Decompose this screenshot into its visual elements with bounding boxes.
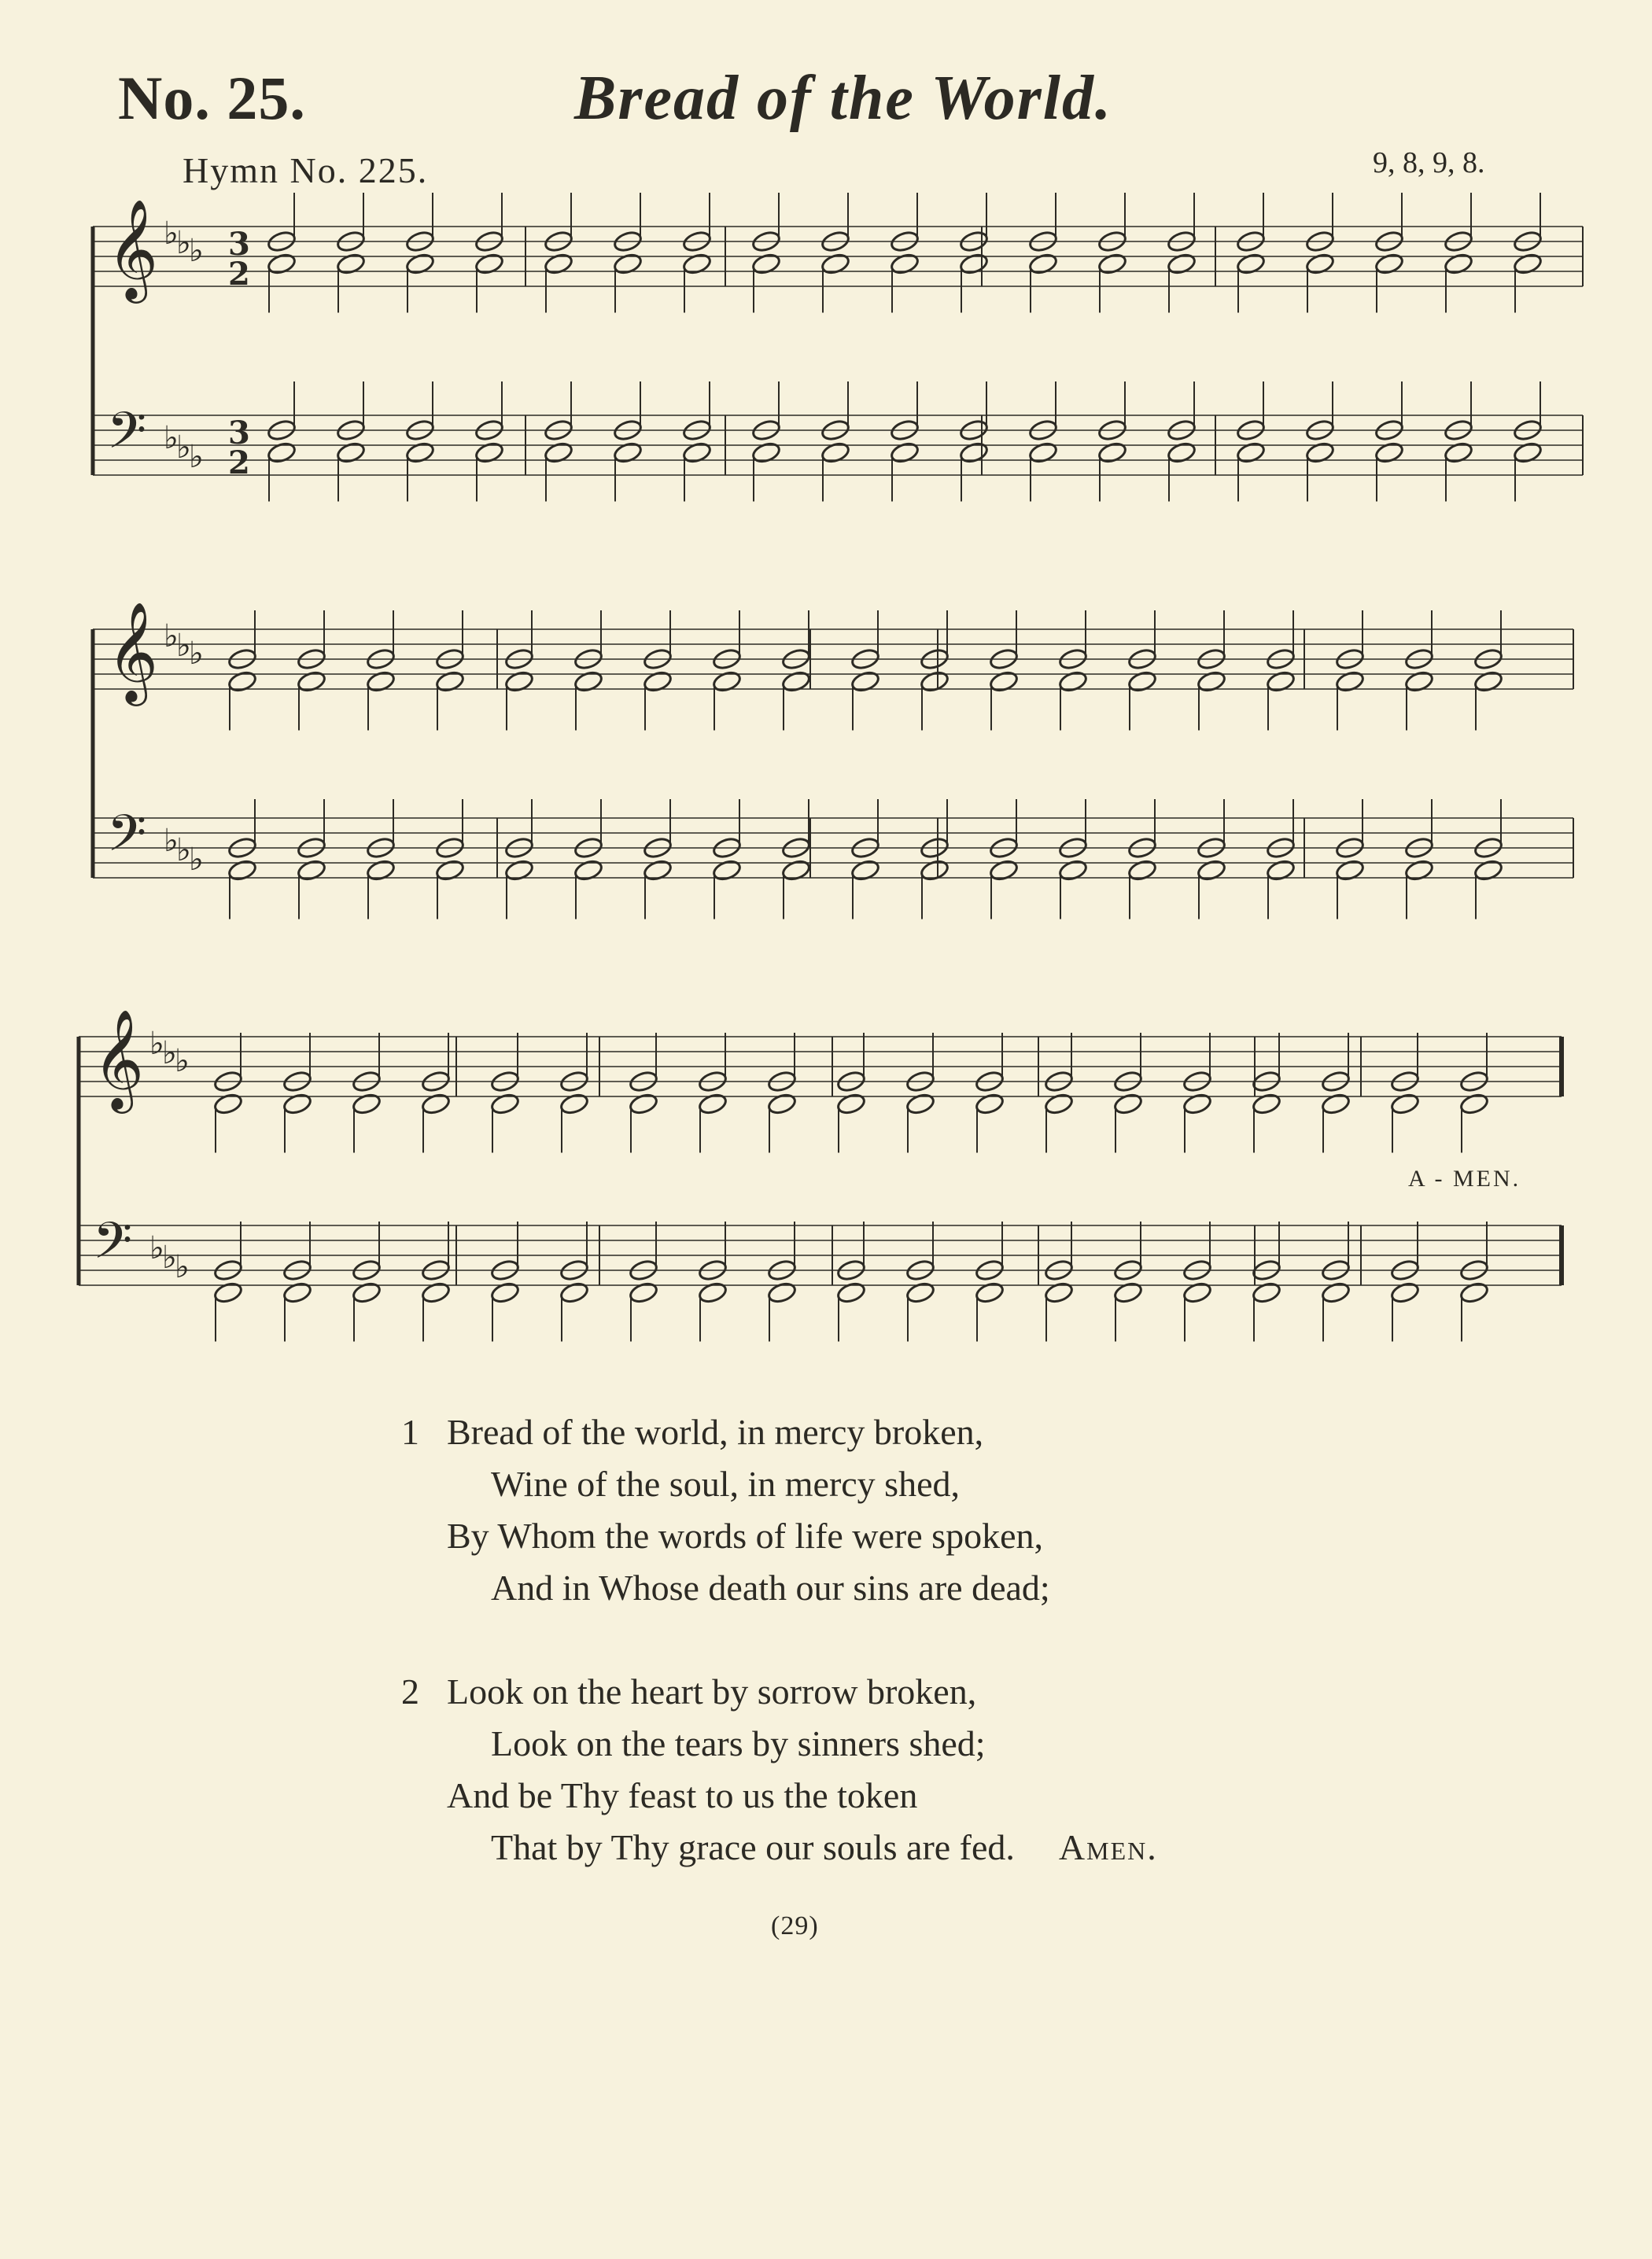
notehead (1390, 1092, 1421, 1115)
verse-line (401, 1822, 1158, 1874)
notehead (767, 1092, 798, 1115)
notehead (1390, 1281, 1421, 1304)
verse-2 (401, 1666, 1158, 1874)
notehead (474, 252, 505, 275)
notehead (1374, 252, 1405, 275)
notehead (920, 669, 950, 693)
notehead (405, 252, 436, 275)
notehead (613, 440, 643, 464)
notehead (297, 858, 327, 882)
notehead (366, 858, 396, 882)
notehead (573, 858, 604, 882)
flat-icon: ♭ (162, 1035, 177, 1071)
notehead (959, 252, 990, 275)
notehead (781, 858, 812, 882)
verse-line: By Whom the words of life were spoken, (447, 1516, 1043, 1556)
treble-clef-icon: 𝄞 (107, 601, 159, 702)
notehead (890, 440, 920, 464)
notehead (1459, 1281, 1490, 1304)
flat-icon: ♭ (176, 832, 191, 868)
notehead (836, 1281, 867, 1304)
notehead (421, 1092, 452, 1115)
notehead (643, 858, 673, 882)
flat-icon: ♭ (189, 636, 204, 672)
notehead (1335, 669, 1366, 693)
flat-icon: ♭ (176, 628, 191, 664)
notehead (559, 1092, 590, 1115)
notehead (490, 1281, 521, 1304)
notehead (959, 440, 990, 464)
notehead (1044, 1092, 1075, 1115)
notehead (712, 858, 743, 882)
time-signature-bottom: 2 (228, 256, 250, 293)
notehead (682, 252, 713, 275)
notehead (1335, 858, 1366, 882)
notehead (1236, 252, 1267, 275)
notehead (1182, 1092, 1213, 1115)
flat-icon: ♭ (164, 216, 179, 252)
flat-icon: ♭ (176, 225, 191, 261)
notehead (850, 858, 881, 882)
notehead (1097, 440, 1128, 464)
notehead (490, 1092, 521, 1115)
notehead (1113, 1281, 1144, 1304)
notehead (989, 858, 1020, 882)
notehead (1044, 1281, 1075, 1304)
notehead (1252, 1281, 1282, 1304)
notehead (1321, 1092, 1351, 1115)
flat-icon: ♭ (175, 1043, 190, 1079)
notehead (1058, 669, 1089, 693)
notehead (504, 669, 535, 693)
notehead (751, 252, 782, 275)
notehead (336, 252, 367, 275)
flat-icon: ♭ (164, 618, 179, 654)
notehead (1028, 440, 1059, 464)
bass-clef-icon: 𝄢 (93, 1212, 133, 1283)
flat-icon: ♭ (149, 1026, 164, 1062)
notehead (836, 1092, 867, 1115)
treble-clef-icon: 𝄞 (93, 1008, 145, 1109)
notehead (336, 440, 367, 464)
notehead (435, 669, 466, 693)
notehead (435, 858, 466, 882)
notehead (1305, 440, 1336, 464)
verses (401, 1406, 1158, 1925)
notehead (1404, 669, 1435, 693)
notehead (1127, 669, 1158, 693)
notehead (1127, 858, 1158, 882)
treble-clef-icon: 𝄞 (107, 198, 159, 299)
verse-line: Look on the tears by sinners shed; (491, 1723, 986, 1763)
flat-icon: ♭ (176, 429, 191, 466)
notehead (1097, 252, 1128, 275)
notehead (1028, 252, 1059, 275)
bass-clef-icon: 𝄢 (107, 805, 147, 875)
notehead (820, 440, 851, 464)
flat-icon: ♭ (164, 420, 179, 456)
time-signature-top: 3 (228, 415, 250, 451)
notehead (1473, 858, 1504, 882)
notehead (1305, 252, 1336, 275)
notehead (1404, 858, 1435, 882)
notehead (227, 858, 258, 882)
notehead (421, 1281, 452, 1304)
notehead (1197, 669, 1227, 693)
notehead (1444, 440, 1474, 464)
notehead (920, 858, 950, 882)
notehead (227, 669, 258, 693)
notehead (850, 669, 881, 693)
notehead (643, 669, 673, 693)
amen-lyric: A - MEN. (1408, 1166, 1521, 1192)
notehead (975, 1281, 1005, 1304)
flat-icon: ♭ (189, 233, 204, 269)
notehead (989, 669, 1020, 693)
notehead (613, 252, 643, 275)
notehead (405, 440, 436, 464)
notehead (282, 1092, 313, 1115)
notehead (573, 669, 604, 693)
notehead (1513, 252, 1543, 275)
verse-line: And in Whose death our sins are dead; (491, 1568, 1050, 1608)
notehead (1182, 1281, 1213, 1304)
meter: 9, 8, 9, 8. (1373, 146, 1485, 179)
notehead (1473, 669, 1504, 693)
notehead (1113, 1092, 1144, 1115)
notehead (1197, 858, 1227, 882)
notehead (1513, 440, 1543, 464)
notehead (352, 1092, 382, 1115)
hymn-title: Bread of the World. (574, 64, 1112, 133)
flat-icon: ♭ (149, 1230, 164, 1266)
notehead (751, 440, 782, 464)
time-signature-top: 3 (228, 226, 250, 263)
notehead (504, 858, 535, 882)
flat-icon: ♭ (189, 439, 204, 475)
notehead (698, 1281, 728, 1304)
notehead (712, 669, 743, 693)
notehead (366, 669, 396, 693)
verse-line: Wine of the soul, in mercy shed, (491, 1464, 961, 1504)
notehead (474, 440, 505, 464)
notehead (282, 1281, 313, 1304)
notehead (213, 1092, 244, 1115)
notehead (1167, 440, 1197, 464)
notehead (1444, 252, 1474, 275)
notehead (781, 669, 812, 693)
notehead (629, 1281, 659, 1304)
notehead (1236, 440, 1267, 464)
notehead (544, 252, 574, 275)
hymn-reference: Hymn No. 225. (183, 150, 429, 190)
verse-line: Look on the heart by sorrow broken, (447, 1671, 977, 1712)
flat-icon: ♭ (164, 823, 179, 859)
notehead (629, 1092, 659, 1115)
notehead (544, 440, 574, 464)
notehead (1266, 858, 1296, 882)
notehead (975, 1092, 1005, 1115)
notehead (1321, 1281, 1351, 1304)
page-number: (29) (771, 1911, 819, 1940)
notehead (698, 1092, 728, 1115)
notehead (905, 1281, 936, 1304)
hymn-number: No. 25. (118, 64, 306, 132)
notehead (1266, 669, 1296, 693)
notehead (767, 1281, 798, 1304)
notehead (682, 440, 713, 464)
amen-text: Amen. (1058, 1827, 1158, 1867)
notehead (213, 1281, 244, 1304)
notehead (352, 1281, 382, 1304)
verse-line: And be Thy feast to us the token (447, 1775, 918, 1815)
verse-1 (401, 1406, 1158, 1614)
flat-icon: ♭ (189, 842, 204, 878)
time-signature-bottom: 2 (228, 444, 250, 481)
verse-number: 1 (401, 1412, 419, 1452)
notehead (267, 440, 297, 464)
verse-line-text: That by Thy grace our souls are fed. (491, 1827, 1015, 1867)
notehead (905, 1092, 936, 1115)
notehead (1459, 1092, 1490, 1115)
flat-icon: ♭ (162, 1240, 177, 1276)
notehead (1374, 440, 1405, 464)
verse-line: Bread of the world, in mercy broken, (447, 1412, 984, 1452)
notehead (1252, 1092, 1282, 1115)
verse-number: 2 (401, 1671, 419, 1712)
bass-clef-icon: 𝄢 (107, 402, 147, 473)
notehead (890, 252, 920, 275)
notehead (559, 1281, 590, 1304)
notehead (267, 252, 297, 275)
notehead (1058, 858, 1089, 882)
notehead (297, 669, 327, 693)
notehead (820, 252, 851, 275)
notehead (1167, 252, 1197, 275)
flat-icon: ♭ (175, 1249, 190, 1285)
